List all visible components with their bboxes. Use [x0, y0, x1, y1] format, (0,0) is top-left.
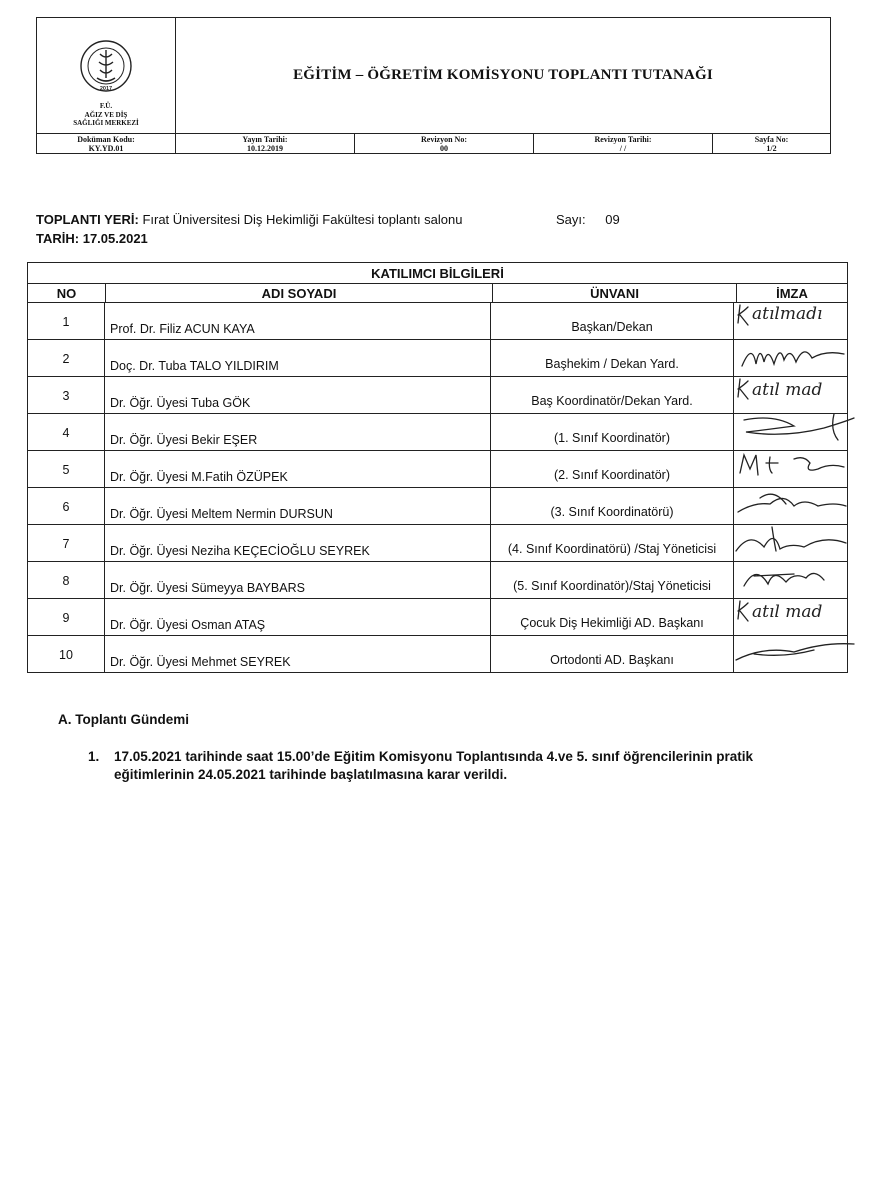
handwritten-signature: [734, 410, 874, 450]
meta-revision-date: Revizyon Tarihi: / /: [534, 134, 713, 153]
column-header-no: NO: [28, 284, 106, 302]
participant-title: (4. Sınıf Koordinatörü) /Staj Yöneticisi: [491, 525, 734, 561]
table-row: [28, 414, 847, 451]
table-row: [28, 562, 847, 599]
participant-signature: [734, 414, 847, 450]
meta-revision-no: Revizyon No: 00: [355, 134, 534, 153]
participant-signature: [734, 562, 847, 598]
participant-no: 8: [28, 562, 105, 598]
meeting-date-line: [36, 231, 148, 246]
table-row: [28, 303, 847, 340]
svg-text:2017: 2017: [99, 86, 113, 92]
participants-table-title: KATILIMCI BİLGİLERİ: [28, 263, 847, 284]
handwritten-signature: [734, 521, 874, 561]
participant-name: Dr. Öğr. Üyesi Meltem Nermin DURSUN: [105, 488, 491, 524]
handwritten-signature: [734, 336, 874, 376]
participant-signature: [734, 377, 847, 413]
participant-title: (3. Sınıf Koordinatörü): [491, 488, 734, 524]
participant-no: 4: [28, 414, 105, 450]
participant-signature: [734, 599, 847, 635]
participant-no: 9: [28, 599, 105, 635]
svg-text:atılmadı: atılmadı: [752, 304, 823, 324]
participant-title: Baş Koordinatör/Dekan Yard.: [491, 377, 734, 413]
meeting-place-value: Fırat Üniversitesi Diş Hekimliği Fakültesi toplantı salonu: [142, 212, 463, 227]
meeting-date-value: 17.05.2021: [82, 231, 148, 246]
handwritten-signature: [734, 632, 874, 672]
participant-no: 5: [28, 451, 105, 487]
handwritten-signature: [734, 299, 874, 339]
participant-signature: [734, 525, 847, 561]
column-header-name: ADI SOYADI: [106, 284, 493, 302]
agenda-item-number: 1.: [88, 749, 100, 764]
participant-signature: [734, 636, 847, 672]
participant-title: Başhekim / Dekan Yard.: [491, 340, 734, 376]
table-row: [28, 377, 847, 414]
meeting-place-line: [36, 212, 463, 227]
handwritten-signature: [734, 447, 874, 487]
participant-title: (2. Sınıf Koordinatör): [491, 451, 734, 487]
participant-signature: [734, 303, 847, 339]
table-row: [28, 599, 847, 636]
participant-signature: [734, 451, 847, 487]
document-title: EĞİTİM – ÖĞRETİM KOMİSYONU TOPLANTI TUTANAĞI: [293, 67, 713, 83]
column-header-signature: İMZA: [776, 285, 808, 301]
meeting-place-label: TOPLANTI YERİ:: [36, 212, 139, 227]
participant-no: 1: [28, 303, 105, 339]
participant-name: Dr. Öğr. Üyesi Mehmet SEYREK: [105, 636, 491, 672]
meeting-date-label: TARİH:: [36, 231, 80, 246]
participant-no: 6: [28, 488, 105, 524]
logo-cell: [37, 18, 176, 133]
table-row: [28, 488, 847, 525]
university-seal-logo: [80, 38, 132, 100]
participant-title: Ortodonti AD. Başkanı: [491, 636, 734, 672]
handwritten-signature: [734, 558, 874, 598]
participant-name: Doç. Dr. Tuba TALO YILDIRIM: [105, 340, 491, 376]
participant-no: 3: [28, 377, 105, 413]
participant-name: Dr. Öğr. Üyesi Bekir EŞER: [105, 414, 491, 450]
logo-caption: F.Ü. AĞIZ VE DİŞ SAĞLIĞI MERKEZİ: [73, 102, 139, 127]
participant-name: Prof. Dr. Filiz ACUN KAYA: [105, 303, 491, 339]
meeting-count: Sayı: 09: [556, 212, 620, 227]
participant-name: Dr. Öğr. Üyesi Sümeyya BAYBARS: [105, 562, 491, 598]
participant-name: Dr. Öğr. Üyesi M.Fatih ÖZÜPEK: [105, 451, 491, 487]
agenda-item: [88, 748, 828, 784]
participant-no: 2: [28, 340, 105, 376]
participant-title: (1. Sınıf Koordinatör): [491, 414, 734, 450]
handwritten-signature: [734, 373, 874, 413]
participant-no: 10: [28, 636, 105, 672]
participant-signature: [734, 488, 847, 524]
meta-page-no: Sayfa No: 1/2: [754, 134, 789, 153]
table-row: [28, 636, 847, 672]
document-header: [36, 17, 831, 154]
svg-text:atıl mad: atıl mad: [752, 380, 823, 400]
meta-doc-code: Doküman Kodu: KY.YD.01: [37, 134, 176, 153]
table-row: [28, 340, 847, 377]
participant-title: Çocuk Diş Hekimliği AD. Başkanı: [491, 599, 734, 635]
participant-name: Dr. Öğr. Üyesi Osman ATAŞ: [105, 599, 491, 635]
participant-name: Dr. Öğr. Üyesi Tuba GÖK: [105, 377, 491, 413]
meta-publish-date: Yayın Tarihi: 10.12.2019: [176, 134, 355, 153]
participants-table: [27, 262, 848, 673]
participant-no: 7: [28, 525, 105, 561]
participant-signature: [734, 340, 847, 376]
svg-text:atıl mad: atıl mad: [752, 602, 823, 622]
agenda-item-text: 17.05.2021 tarihinde saat 15.00’de Eğitim Komisyonu Toplantısında 4.ve 5. sınıf öğrencilerinin pratik eğitimlerinin 24.05.2021 tarihinde başlatılmasına karar verildi.: [114, 749, 753, 782]
handwritten-signature: [734, 595, 874, 635]
participant-title: (5. Sınıf Koordinatör)/Staj Yöneticisi: [491, 562, 734, 598]
document-meta-row: [37, 133, 830, 153]
table-header-row: [28, 284, 847, 303]
participant-name: Dr. Öğr. Üyesi Neziha KEÇECİOĞLU SEYREK: [105, 525, 491, 561]
table-row: [28, 525, 847, 562]
handwritten-signature: [734, 484, 874, 524]
column-header-title: ÜNVANI: [493, 284, 737, 302]
agenda-heading: A. Toplantı Gündemi: [58, 712, 189, 727]
table-row: [28, 451, 847, 488]
participant-title: Başkan/Dekan: [491, 303, 734, 339]
